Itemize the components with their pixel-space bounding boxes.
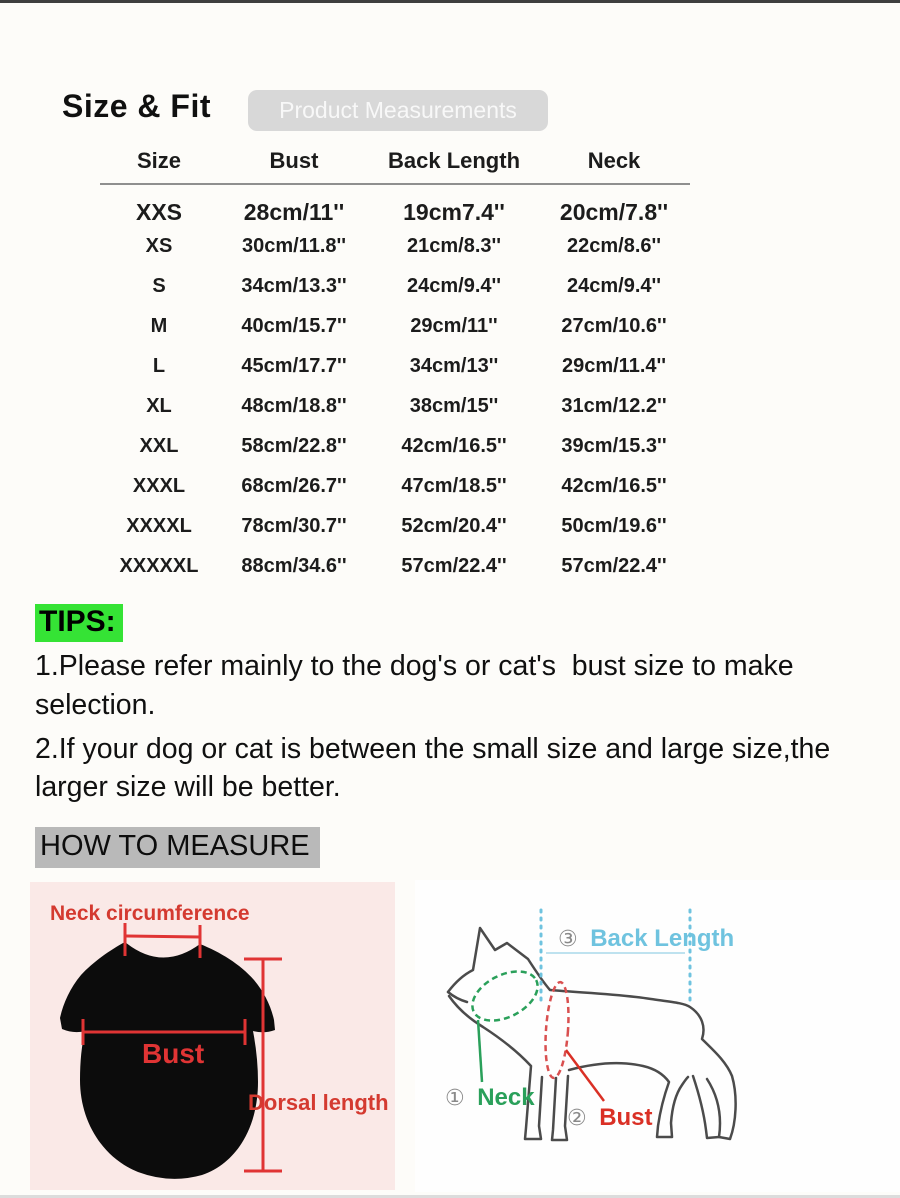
cell-neck: 57cm/22.4'' [561, 554, 667, 577]
cell-back-length: 52cm/20.4'' [401, 514, 507, 537]
table-row [100, 506, 690, 546]
table-row [100, 226, 690, 266]
col-header-bust: Bust [218, 148, 370, 184]
bust-girth-ellipse [543, 981, 572, 1078]
dog-measure-diagram [415, 880, 900, 1192]
cell-neck: 31cm/12.2'' [561, 394, 667, 417]
table-row [100, 306, 690, 346]
back-length-label: ③ Back Length [558, 925, 735, 952]
product-measurements-badge[interactable]: Product Measurements [248, 90, 548, 131]
tips-section [35, 604, 885, 807]
tips-label: TIPS: [35, 604, 123, 642]
cell-size: XS [145, 234, 173, 257]
cell-neck: 24cm/9.4'' [566, 274, 662, 297]
dog-front-leg-2 [552, 1076, 568, 1140]
cell-size: XXXXL [126, 514, 192, 537]
cell-neck: 39cm/15.3'' [561, 434, 667, 457]
cell-bust: 78cm/30.7'' [241, 514, 347, 537]
dog-throat-front-leg [449, 996, 542, 1139]
table-row [100, 426, 690, 466]
tip-item-1: 1.Please refer mainly to the dog's or cat's bust size to make selection. [35, 650, 802, 721]
table-row [100, 386, 690, 426]
cell-bust: 88cm/34.6'' [241, 554, 347, 577]
col-header-back-length: Back Length [370, 148, 538, 184]
bust-pointer-line [566, 1050, 604, 1101]
neck-measure-line [125, 936, 200, 937]
dog-hind-leg-2 [693, 1076, 719, 1138]
table-row [100, 466, 690, 506]
cell-bust: 30cm/11.8'' [241, 234, 347, 257]
cell-neck: 27cm/10.6'' [561, 314, 667, 337]
col-header-neck: Neck [538, 148, 690, 184]
neck-pointer-line [478, 1020, 482, 1082]
cell-neck: 22cm/8.6'' [566, 234, 662, 257]
cell-size: XXXXXL [119, 554, 199, 577]
cell-size: L [152, 354, 166, 377]
cell-bust: 34cm/13.3'' [241, 274, 347, 297]
table-row [100, 184, 690, 226]
cell-size: XXL [139, 434, 179, 457]
top-divider [0, 0, 900, 3]
cell-bust: 68cm/26.7'' [241, 474, 347, 497]
cell-bust: 58cm/22.8'' [241, 434, 347, 457]
cell-bust: 48cm/18.8'' [241, 394, 347, 417]
cell-back-length: 21cm/8.3'' [406, 234, 502, 257]
cell-size: M [150, 314, 168, 337]
size-table-header [100, 148, 690, 184]
neck-label: ① Neck [445, 1084, 535, 1111]
neck-collar-ellipse [464, 961, 545, 1030]
tip-item-2: 2.If your dog or cat is between the small size and large size,the larger size will be better. [35, 732, 839, 804]
table-row [100, 346, 690, 386]
cell-back-length: 19cm7.4'' [403, 199, 505, 225]
shirt-measure-diagram [30, 882, 395, 1190]
cell-back-length: 38cm/15'' [409, 394, 499, 417]
cell-size: XXXL [132, 474, 186, 497]
neck-circumference-label: Neck circumference [50, 902, 250, 925]
cell-size: XXS [135, 199, 183, 225]
table-row [100, 546, 690, 586]
table-row [100, 266, 690, 306]
page-title: Size & Fit [62, 88, 212, 124]
cell-back-length: 29cm/11'' [410, 314, 498, 337]
dog-diagram-svg [415, 880, 900, 1192]
cell-back-length: 24cm/9.4'' [406, 274, 502, 297]
cell-size: S [152, 274, 166, 297]
col-header-size: Size [100, 148, 218, 184]
shirt-diagram-svg [30, 882, 395, 1190]
cell-back-length: 47cm/18.5'' [401, 474, 507, 497]
cell-back-length: 42cm/16.5'' [401, 434, 507, 457]
cell-neck: 50cm/19.6'' [561, 514, 667, 537]
cell-bust: 28cm/11'' [243, 199, 345, 225]
bust-label-dog: ② Bust [567, 1104, 653, 1131]
cell-size: XL [146, 394, 172, 417]
cell-bust: 45cm/17.7'' [241, 354, 347, 377]
bust-label: Bust [142, 1038, 205, 1069]
cell-back-length: 57cm/22.4'' [401, 554, 507, 577]
how-to-measure-heading: HOW TO MEASURE [35, 827, 320, 868]
cell-bust: 40cm/15.7'' [241, 314, 347, 337]
size-table [100, 148, 690, 586]
cell-neck: 20cm/7.8'' [559, 199, 669, 225]
cell-neck: 42cm/16.5'' [561, 474, 667, 497]
cell-back-length: 34cm/13'' [409, 354, 499, 377]
cell-neck: 29cm/11.4'' [561, 354, 667, 377]
dorsal-length-label: Dorsal length [248, 1090, 389, 1115]
